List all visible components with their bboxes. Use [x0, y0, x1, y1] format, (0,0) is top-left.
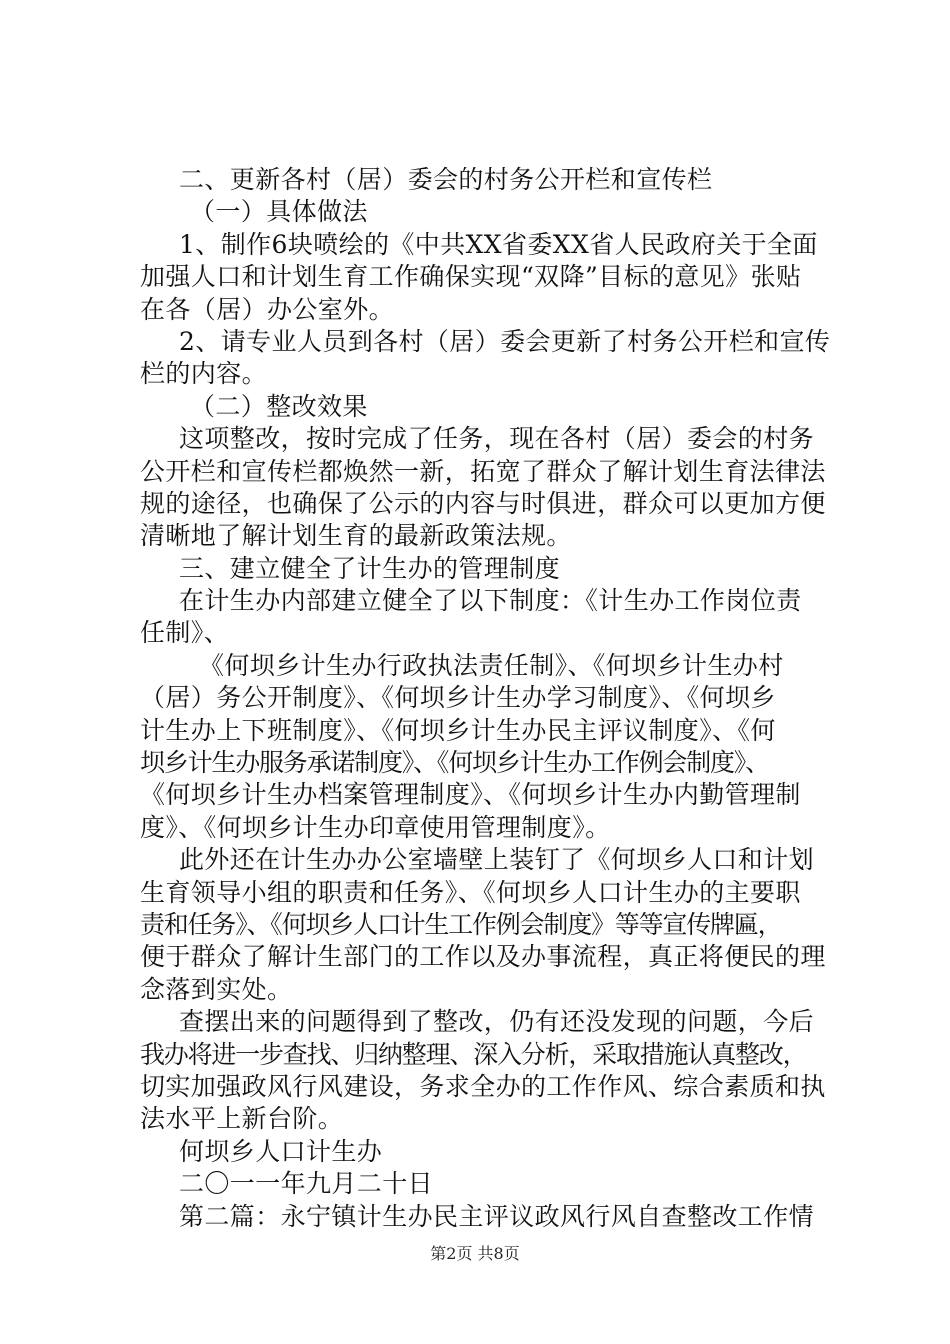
paragraph-line: 在各（居）办公室外。: [140, 294, 395, 324]
paragraph-line: 《何坝乡计生办档案管理制度》、《何坝乡计生办内勤管理制: [140, 780, 801, 810]
paragraph-line: 《何坝乡计生办行政执法责任制》、《何坝乡计生办村: [199, 650, 784, 680]
signature-org: 何坝乡人口计生办: [179, 1136, 383, 1166]
paragraph-line: 切实加强政风行风建设，务求全办的工作作风、综合素质和执: [140, 1071, 826, 1101]
next-article-title: 第二篇：永宁镇计生办民主评议政风行风自查整改工作情: [179, 1201, 815, 1231]
paragraph-line: 公开栏和宣传栏都焕然一新，拓宽了群众了解计划生育法律法: [140, 456, 826, 486]
paragraph-line: 查摆出来的问题得到了整改，仍有还没发现的问题，今后: [179, 1007, 815, 1037]
paragraph-line: 这项整改，按时完成了任务，现在各村（居）委会的村务: [179, 424, 815, 454]
paragraph-line: 1、制作6块喷绘的《中共XX省委XX省人民政府关于全面: [179, 229, 818, 259]
paragraph-line: 2、请专业人员到各村（居）委会更新了村务公开栏和宣传: [179, 326, 831, 356]
paragraph-line: 度》、《何坝乡计生办印章使用管理制度》。: [140, 812, 611, 842]
paragraph-line: 我办将进一步查找、归纳整理、深入分析，采取措施认真整改，: [140, 1039, 807, 1069]
paragraph-line: 规的途径，也确保了公示的内容与时俱进，群众可以更加方便: [140, 488, 826, 518]
page-number: 第2页 共8页: [430, 1244, 520, 1263]
paragraph-line: 此外还在计生办办公室墙壁上装钉了《何坝乡人口和计划: [179, 845, 815, 875]
paragraph-line: 加强人口和计划生育工作确保实现“双降”目标的意见》张贴: [140, 262, 802, 292]
paragraph-line: （居）务公开制度》、《何坝乡计生办学习制度》、《何坝乡: [140, 683, 776, 713]
paragraph-line: 法水平上新台阶。: [140, 1104, 344, 1134]
paragraph-line: 在计生办内部建立健全了以下制度：《计生办工作岗位责: [179, 586, 802, 616]
paragraph-line: 栏的内容。: [140, 359, 268, 389]
paragraph-line: 念落到实处。: [140, 974, 293, 1004]
section-heading-3: 三、建立健全了计生办的管理制度: [179, 553, 561, 583]
signature-date: 二〇一一年九月二十日: [179, 1169, 434, 1199]
subsection-heading: （二）整改效果: [190, 391, 368, 421]
paragraph-line: 责和任务》、《何坝乡人口计生工作例会制度》等等宣传牌匾，: [140, 909, 782, 939]
paragraph-line: 坝乡计生办服务承诺制度》、《何坝乡计生办工作例会制度》、: [140, 748, 769, 778]
subsection-heading: （一）具体做法: [190, 197, 368, 227]
paragraph-line: 便于群众了解计生部门的工作以及办事流程，真正将便民的理: [140, 942, 826, 972]
document-body: [140, 164, 840, 1233]
paragraph-line: 任制》、: [140, 618, 230, 648]
section-heading-2: 二、更新各村（居）委会的村务公开栏和宣传栏: [179, 165, 713, 194]
paragraph-line: 生育领导小组的职责和任务》、《何坝乡人口计生办的主要职: [140, 877, 801, 907]
paragraph-line: 清晰地了解计划生育的最新政策法规。: [140, 521, 572, 551]
paragraph-line: 计生办上下班制度》、《何坝乡计生办民主评议制度》、《何: [140, 715, 776, 745]
